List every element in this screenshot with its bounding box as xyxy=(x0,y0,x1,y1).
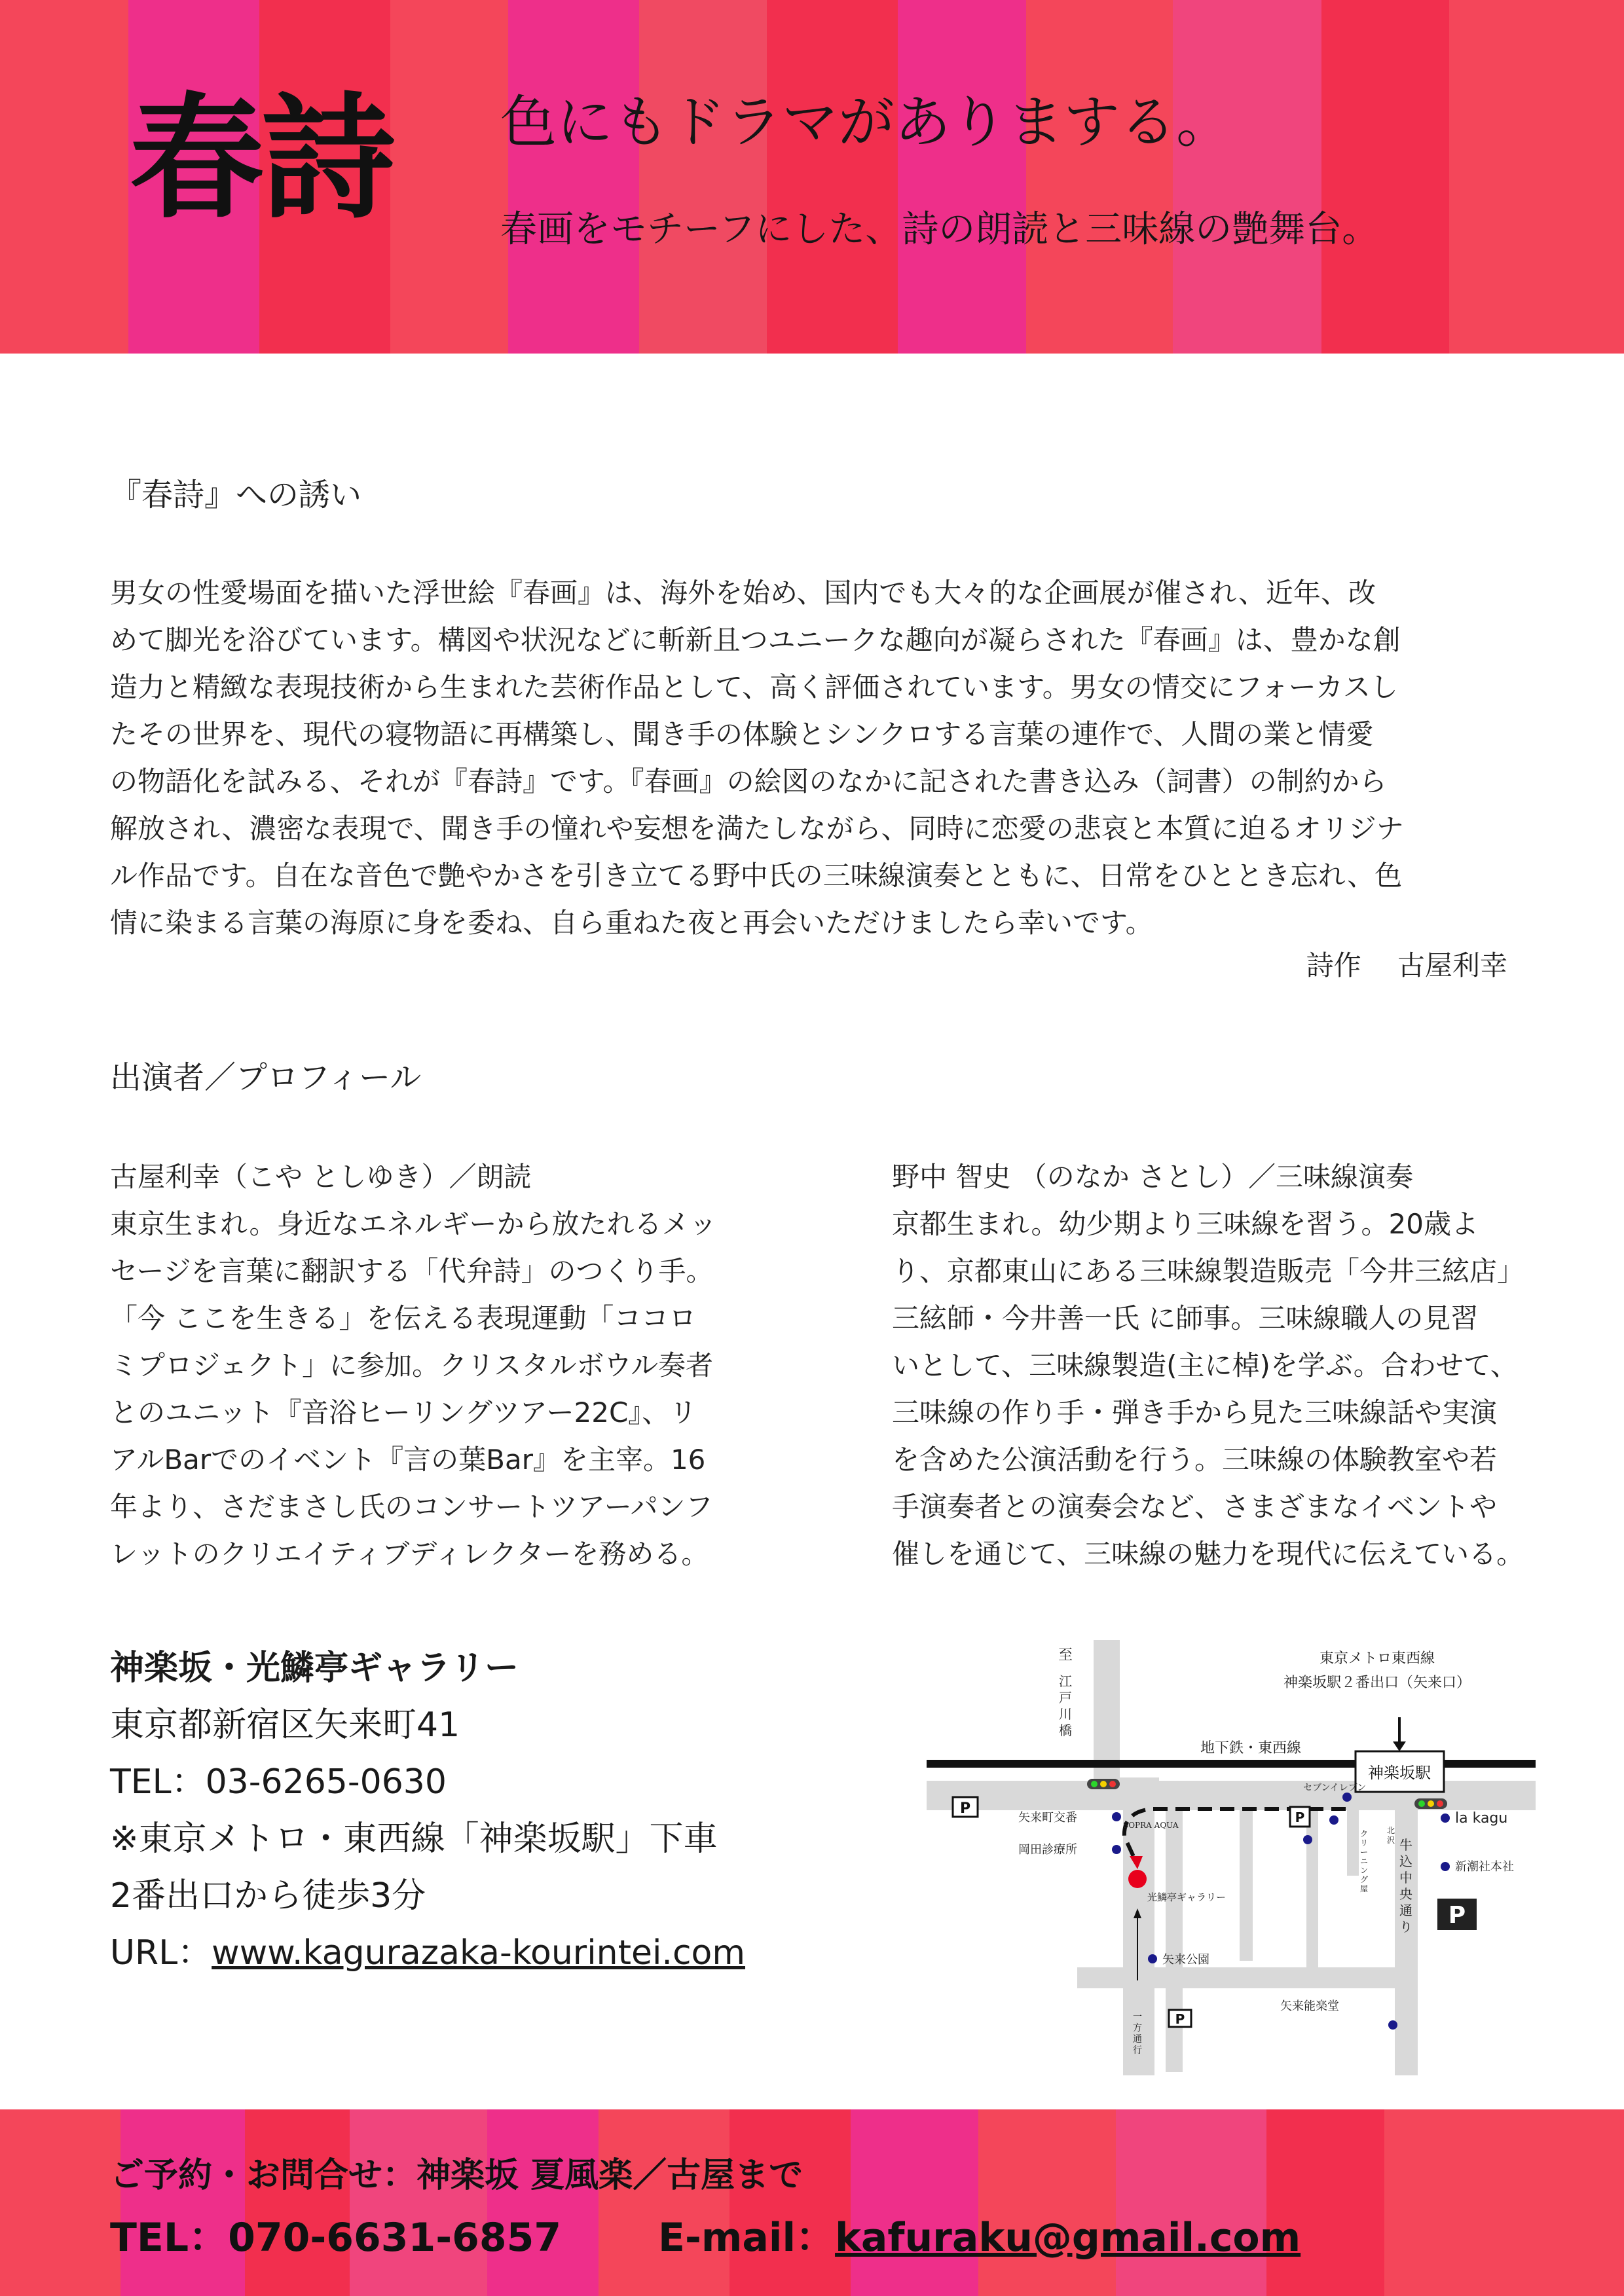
map-avenue-label: 込 xyxy=(1399,1853,1412,1869)
profile-nonaka xyxy=(892,1154,1573,1578)
svg-text:P: P xyxy=(1175,2011,1185,2027)
map-cleaning-label: グ xyxy=(1360,1875,1369,1884)
profile-line: ミプロジェクト」に参加。クリスタルボウル奏者 xyxy=(110,1349,714,1381)
map-station-note: 東京メトロ東西線 xyxy=(1319,1650,1435,1667)
tagline: 色にもドラマがありまする。 xyxy=(500,90,1232,155)
invitation-credit: 詩作 古屋利幸 xyxy=(1306,949,1507,981)
contact-tel[interactable]: TEL：070-6631-6857 xyxy=(110,2215,562,2261)
profile-heading: 出演者／プロフィール xyxy=(110,1059,422,1096)
map-edogawa-label: 橋 xyxy=(1059,1722,1072,1738)
svg-text:P: P xyxy=(1448,1902,1466,1929)
map-avenue-label: 牛 xyxy=(1399,1837,1412,1853)
map-avenue-label: 中 xyxy=(1399,1870,1412,1886)
map-cleaning-label: リ xyxy=(1360,1838,1369,1848)
event-title: 春詩 xyxy=(130,80,393,237)
map-station-label: 神楽坂駅 xyxy=(1368,1764,1431,1782)
map-edogawa-label: 戸 xyxy=(1059,1690,1072,1705)
map-koban-label: 矢来町交番 xyxy=(1018,1811,1077,1825)
parking-icon xyxy=(1169,2010,1191,2027)
map-avenue-label: り xyxy=(1399,1919,1412,1935)
map-cleaning-label: ー xyxy=(1360,1848,1369,1857)
profile-line: 催しを通じて、三味線の魅力を現代に伝えている。 xyxy=(892,1538,1524,1570)
profile-furuya xyxy=(110,1154,843,1578)
invitation-heading: 『春詩』への誘い xyxy=(110,477,362,513)
profile-line: セージを言葉に翻訳する「代弁詩」のつくり手。 xyxy=(110,1255,714,1287)
venue-tel: TEL：03-6265-0630 xyxy=(110,1762,447,1802)
invitation-line: めて脚光を浴びています。構図や状況などに斬新且つユニークな趣向が凝らされた『春画』は、豊かな創 xyxy=(110,624,1401,656)
venue-info xyxy=(110,1640,745,1982)
map-lakagu-label: la kagu xyxy=(1455,1810,1508,1827)
map-avenue-label: 央 xyxy=(1399,1886,1412,1902)
map-oneway-label: 一 xyxy=(1133,2012,1142,2022)
contact-email-label: E-mail： xyxy=(658,2215,836,2261)
map-exit-note: 神楽坂駅２番出口（矢来口） xyxy=(1283,1675,1471,1691)
profile-line: 京都生まれ。幼少期より三味線を習う。20歳よ xyxy=(892,1208,1479,1240)
map-cleaning-label: ク xyxy=(1360,1829,1369,1838)
venue-access: ※東京メトロ・東西線「神楽坂駅」下車 xyxy=(110,1819,718,1859)
profile-line: 東京生まれ。身近なエネルギーから放たれるメッ xyxy=(110,1208,717,1240)
svg-text:P: P xyxy=(1295,1810,1305,1825)
invitation-line: 造力と精緻な表現技術から生まれた芸術作品として、高く評価されています。男女の情交にフォーカスし xyxy=(110,671,1398,703)
access-map xyxy=(927,1640,1549,2075)
map-cleaning-label: ニ xyxy=(1360,1857,1369,1866)
invitation-body xyxy=(110,570,1524,947)
map-line-label: 地下鉄・東西線 xyxy=(1200,1740,1302,1757)
map-seven-label: セブンイレブン xyxy=(1303,1783,1367,1793)
map-gallery-label: 光鱗亭ギャラリー xyxy=(1147,1891,1227,1903)
profile-line: 三味線の作り手・弾き手から見た三味線話や実演 xyxy=(892,1396,1498,1429)
venue-url-link[interactable]: www.kagurazaka-kourintei.com xyxy=(212,1933,746,1973)
invitation-line: 解放され、濃密な表現で、聞き手の憧れや妄想を満たしながら、同時に恋愛の悲哀と本質に迫るオリジナ xyxy=(110,812,1404,845)
profile-line: 「今 ここを生きる」を伝える表現運動「ココロ xyxy=(110,1302,697,1334)
invitation-line: 情に染まる言葉の海原に身を委ね、自ら重ねた夜と再会いただけましたら幸いです。 xyxy=(110,907,1153,939)
gallery-marker-icon xyxy=(1128,1870,1147,1888)
invitation-line: たその世界を、現代の寝物語に再構築し、聞き手の体験とシンクロする言葉の連作で、人間の業と情愛 xyxy=(110,718,1374,750)
venue-access-walk: 2番出口から徒歩3分 xyxy=(110,1876,426,1916)
sub-tagline: 春画をモチーフにした、詩の朗読と三味線の艶舞台。 xyxy=(500,208,1379,251)
map-edogawa-label: 川 xyxy=(1059,1706,1072,1722)
profile-line: り、京都東山にある三味線製造販売「今井三絃店」 xyxy=(892,1255,1525,1287)
contact-email-row xyxy=(658,2206,1301,2263)
map-kaze-label: 沢 xyxy=(1387,1836,1395,1845)
footer-stripe-band xyxy=(0,2109,1624,2296)
parking-icon xyxy=(1290,1807,1310,1827)
map-cleaning-label: ン xyxy=(1360,1866,1369,1875)
profile-line: 手演奏者との演奏会など、さまざまなイベントや xyxy=(892,1491,1498,1523)
profile-line: を含めた公演活動を行う。三味線の体験教室や若 xyxy=(892,1444,1498,1476)
invitation-line: 男女の性愛場面を描いた浮世絵『春画』は、海外を始め、国内でも大々的な企画展が催され、近年、改 xyxy=(110,577,1376,609)
invitation-line: ル作品です。自在な音色で艶やかさを引き立てる野中氏の三味線演奏とともに、日常をひととき忘れ、色 xyxy=(110,860,1403,892)
profile-line: レットのクリエイティブディレクターを務める。 xyxy=(110,1538,709,1570)
map-oneway-label: 方 xyxy=(1133,2023,1142,2033)
venue-url-label: URL： xyxy=(110,1933,212,1973)
map-kaze-label: 北 xyxy=(1387,1826,1395,1835)
parking-icon xyxy=(953,1797,978,1817)
map-cleaning-label: 屋 xyxy=(1360,1884,1369,1893)
profile-line: 三絃師・今井善一氏 に師事。三味線職人の見習 xyxy=(892,1302,1479,1334)
profile-name: 古屋利幸（こや としゆき）／朗読 xyxy=(110,1161,532,1193)
map-park-label: 矢来公園 xyxy=(1162,1953,1209,1967)
invitation-line: の物語化を試みる、それが『春詩』です。『春画』の絵図のなかに記された書き込み（詞書）の制約から xyxy=(110,765,1387,797)
venue-address: 東京都新宿区矢来町41 xyxy=(110,1705,460,1745)
map-edogawa-to: 至 xyxy=(1058,1647,1073,1664)
profile-line: いとして、三味線製造(主に棹)を学ぶ。合わせて、 xyxy=(892,1349,1518,1381)
contact-email-link[interactable]: kafuraku@gmail.com xyxy=(835,2215,1301,2261)
map-oneway-label: 行 xyxy=(1133,2045,1142,2056)
profile-line: 年より、さだまさし氏のコンサートツアーパンフ xyxy=(110,1491,713,1523)
profile-line: とのユニット『音浴ヒーリングツアー22C』、リ xyxy=(110,1396,697,1429)
venue-url-row xyxy=(110,1925,745,1982)
profile-line: アルBarでのイベント『言の葉Bar』を主宰。16 xyxy=(110,1444,706,1476)
map-shinchosha-label: 新潮社本社 xyxy=(1455,1860,1514,1874)
parking-icon xyxy=(1437,1899,1477,1930)
venue-name: 神楽坂・光鱗亭ギャラリー xyxy=(110,1649,519,1688)
map-edogawa-label: 江 xyxy=(1059,1673,1072,1689)
map-clinic-label: 岡田診療所 xyxy=(1018,1843,1077,1857)
map-avenue-label: 通 xyxy=(1399,1903,1412,1918)
map-sopra-label: SOPRA AQUA xyxy=(1123,1821,1179,1830)
map-oneway-label: 通 xyxy=(1133,2034,1142,2045)
contact-heading: ご予約・お問合せ：神楽坂 夏風楽／古屋まで xyxy=(110,2156,803,2195)
svg-text:P: P xyxy=(959,1800,971,1817)
map-nohgaku-label: 矢来能楽堂 xyxy=(1280,1999,1339,2013)
profile-name: 野中 智史 （のなか さとし）／三味線演奏 xyxy=(892,1161,1414,1193)
